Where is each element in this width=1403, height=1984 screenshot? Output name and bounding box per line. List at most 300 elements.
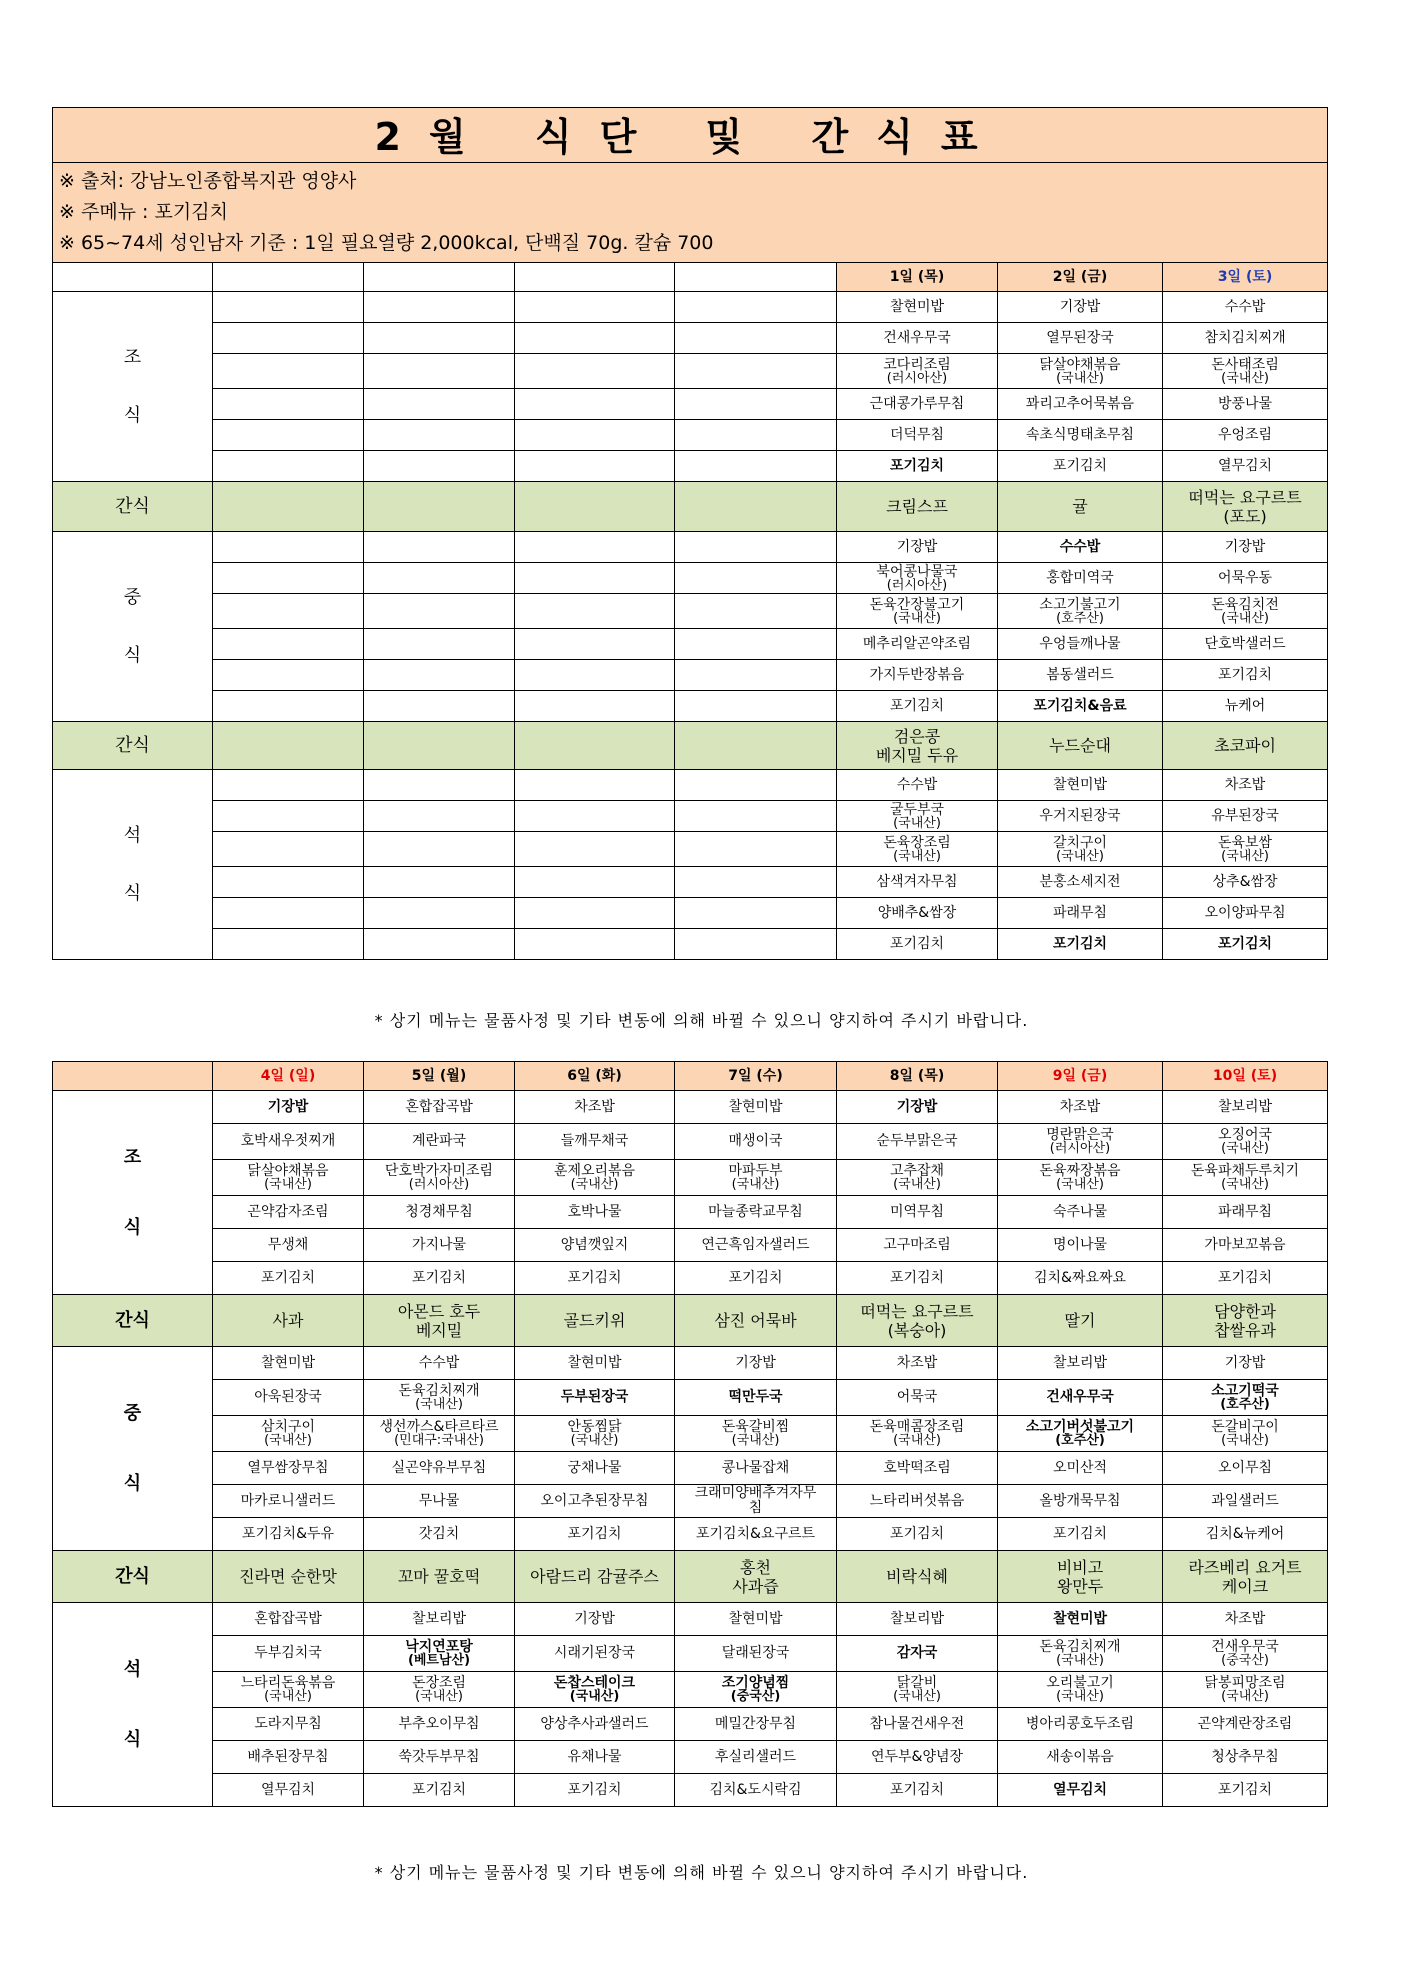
menu-item: 청경채무침 <box>364 1196 515 1229</box>
empty-cell <box>213 263 364 292</box>
empty-cell <box>515 722 675 770</box>
menu-item: 찰보리밥 <box>364 1603 515 1636</box>
empty-cell <box>213 532 364 563</box>
menu-item: 포기김치 <box>837 1262 998 1295</box>
lunch-label: 중 식 <box>53 1347 213 1551</box>
menu-item: 속초식명태초무침 <box>998 420 1163 451</box>
day-header: 4일 (일) <box>213 1062 364 1091</box>
menu-item: 돈육김치전 (국내산) <box>1163 594 1328 629</box>
info-line: ※ 출처: 강남노인종합복지관 영양사 <box>59 170 357 192</box>
snack-label: 간식 <box>53 1551 213 1603</box>
empty-cell <box>213 691 364 722</box>
menu-item: 열무김치 <box>1163 451 1328 482</box>
menu-item: 메추리알곤약조림 <box>837 629 998 660</box>
menu-item: 봄동샐러드 <box>998 660 1163 691</box>
snack-item: 귤 <box>998 482 1163 532</box>
empty-cell <box>515 389 675 420</box>
snack-item: 초코파이 <box>1163 722 1328 770</box>
menu-item: 오이고추된장무침 <box>515 1485 675 1518</box>
menu-item: 차조밥 <box>998 1091 1163 1124</box>
empty-cell <box>364 691 515 722</box>
menu-item: 찰현미밥 <box>837 292 998 323</box>
menu-item: 포기김치 <box>837 1518 998 1551</box>
menu-item: 유부된장국 <box>1163 801 1328 832</box>
day-header: 1일 (목) <box>837 263 998 292</box>
empty-cell <box>515 292 675 323</box>
empty-cell <box>515 354 675 389</box>
empty-cell <box>364 660 515 691</box>
day-header: 5일 (월) <box>364 1062 515 1091</box>
snack-item: 담양한과 찹쌀유과 <box>1163 1295 1328 1347</box>
menu-item: 소고기불고기 (호주산) <box>998 594 1163 629</box>
menu-item: 포기김치 <box>1163 1262 1328 1295</box>
empty-cell <box>675 770 837 801</box>
menu-item: 북어콩나물국 (러시아산) <box>837 563 998 594</box>
menu-item: 삼색겨자무침 <box>837 867 998 898</box>
menu-item: 기장밥 <box>837 532 998 563</box>
snack-item: 떠먹는 요구르트 (포도) <box>1163 482 1328 532</box>
empty-cell <box>213 451 364 482</box>
day-header: 6일 (화) <box>515 1062 675 1091</box>
snack-label: 간식 <box>53 722 213 770</box>
menu-item: 돈육갈비찜 (국내산) <box>675 1416 837 1452</box>
empty-cell <box>213 929 364 960</box>
menu-item: 혼합잡곡밥 <box>213 1603 364 1636</box>
snack-item: 꼬마 꿀호떡 <box>364 1551 515 1603</box>
empty-cell <box>53 263 213 292</box>
snack-item: 크림스프 <box>837 482 998 532</box>
menu-item: 근대콩가루무침 <box>837 389 998 420</box>
menu-item: 수수밥 <box>998 532 1163 563</box>
info-line: ※ 주메뉴 : 포기김치 <box>59 201 228 223</box>
empty-cell <box>675 323 837 354</box>
menu-item: 궁채나물 <box>515 1452 675 1485</box>
menu-item: 찰현미밥 <box>213 1347 364 1380</box>
week2-menu-table <box>52 1061 1328 1807</box>
menu-item: 가마보꼬볶음 <box>1163 1229 1328 1262</box>
menu-item: 느타리돈육볶음 (국내산) <box>213 1672 364 1708</box>
menu-item: 고구마조림 <box>837 1229 998 1262</box>
menu-item: 곤약계란장조림 <box>1163 1708 1328 1741</box>
empty-cell <box>213 770 364 801</box>
empty-cell <box>515 594 675 629</box>
empty-cell <box>213 420 364 451</box>
menu-item: 건새우무국 (중국산) <box>1163 1636 1328 1672</box>
menu-item: 파래무침 <box>1163 1196 1328 1229</box>
menu-item: 우엉들깨나물 <box>998 629 1163 660</box>
menu-item: 포기김치 <box>1163 929 1328 960</box>
menu-item: 무나물 <box>364 1485 515 1518</box>
snack-item: 아몬드 호두 베지밀 <box>364 1295 515 1347</box>
menu-item: 갓김치 <box>364 1518 515 1551</box>
menu-item: 건새우무국 <box>998 1380 1163 1416</box>
menu-item: 오이무침 <box>1163 1452 1328 1485</box>
menu-item: 포기김치 <box>515 1774 675 1807</box>
menu-item: 배추된장무침 <box>213 1741 364 1774</box>
menu-item: 돈사태조림 (국내산) <box>1163 354 1328 389</box>
menu-item: 마늘종락교무침 <box>675 1196 837 1229</box>
menu-item: 포기김치&요구르트 <box>675 1518 837 1551</box>
menu-item: 명이나물 <box>998 1229 1163 1262</box>
snack-label: 간식 <box>53 482 213 532</box>
empty-cell <box>364 482 515 532</box>
menu-item: 포기김치 <box>1163 1774 1328 1807</box>
menu-item: 호박새우젓찌개 <box>213 1124 364 1160</box>
empty-cell <box>675 389 837 420</box>
empty-cell <box>675 594 837 629</box>
empty-cell <box>515 629 675 660</box>
menu-item: 호박떡조림 <box>837 1452 998 1485</box>
empty-cell <box>364 323 515 354</box>
info-line: ※ 65~74세 성인남자 기준 : 1일 필요열량 2,000kcal, 단백질 70g. 칼슘 700 <box>59 232 714 254</box>
empty-cell <box>213 594 364 629</box>
menu-item: 포기김치 <box>364 1262 515 1295</box>
menu-item: 포기김치 <box>837 691 998 722</box>
menu-item: 갈치구이 (국내산) <box>998 832 1163 867</box>
snack-item: 누드순대 <box>998 722 1163 770</box>
menu-item: 기장밥 <box>675 1347 837 1380</box>
menu-item: 찰현미밥 <box>515 1347 675 1380</box>
menu-item: 돈장조림 (국내산) <box>364 1672 515 1708</box>
menu-item: 양상추사과샐러드 <box>515 1708 675 1741</box>
snack-item: 사과 <box>213 1295 364 1347</box>
empty-cell <box>364 292 515 323</box>
empty-cell <box>675 292 837 323</box>
empty-cell <box>515 420 675 451</box>
menu-item: 연두부&양념장 <box>837 1741 998 1774</box>
menu-item: 어묵국 <box>837 1380 998 1416</box>
menu-item: 기장밥 <box>1163 1347 1328 1380</box>
menu-item: 수수밥 <box>837 770 998 801</box>
snack-item: 홍천 사과즙 <box>675 1551 837 1603</box>
menu-item: 굴두부국 (국내산) <box>837 801 998 832</box>
empty-cell <box>364 594 515 629</box>
menu-item: 건새우무국 <box>837 323 998 354</box>
menu-item: 콩나물잡채 <box>675 1452 837 1485</box>
empty-cell <box>53 1062 213 1091</box>
menu-item: 아욱된장국 <box>213 1380 364 1416</box>
snack-item: 아람드리 감귤주스 <box>515 1551 675 1603</box>
menu-item: 돈갈비구이 (국내산) <box>1163 1416 1328 1452</box>
menu-item: 포기김치 <box>1163 660 1328 691</box>
menu-item: 수수밥 <box>364 1347 515 1380</box>
day-header: 2일 (금) <box>998 263 1163 292</box>
empty-cell <box>364 801 515 832</box>
menu-item: 돈육김치찌개 (국내산) <box>364 1380 515 1416</box>
menu-item: 열무쌈장무침 <box>213 1452 364 1485</box>
menu-item: 포기김치 <box>213 1262 364 1295</box>
menu-item: 우엉조림 <box>1163 420 1328 451</box>
menu-item: 소고기떡국 (호주산) <box>1163 1380 1328 1416</box>
dinner-label: 석 식 <box>53 770 213 960</box>
menu-item: 병아리콩호두조림 <box>998 1708 1163 1741</box>
menu-item: 기장밥 <box>837 1091 998 1124</box>
menu-item: 기장밥 <box>1163 532 1328 563</box>
menu-item: 돈육장조림 (국내산) <box>837 832 998 867</box>
menu-item: 돈육파채두루치기 (국내산) <box>1163 1160 1328 1196</box>
menu-item: 계란파국 <box>364 1124 515 1160</box>
menu-item: 마파두부 (국내산) <box>675 1160 837 1196</box>
menu-item: 김치&짜요짜요 <box>998 1262 1163 1295</box>
empty-cell <box>364 722 515 770</box>
menu-item: 감자국 <box>837 1636 998 1672</box>
menu-item: 오이양파무침 <box>1163 898 1328 929</box>
empty-cell <box>364 867 515 898</box>
empty-cell <box>213 482 364 532</box>
menu-item: 어묵우동 <box>1163 563 1328 594</box>
menu-item: 미역무침 <box>837 1196 998 1229</box>
empty-cell <box>364 420 515 451</box>
menu-item: 느타리버섯볶음 <box>837 1485 998 1518</box>
menu-item: 곤약감자조림 <box>213 1196 364 1229</box>
menu-item: 포기김치 <box>837 1774 998 1807</box>
empty-cell <box>364 451 515 482</box>
empty-cell <box>515 563 675 594</box>
menu-item: 메밀간장무침 <box>675 1708 837 1741</box>
menu-item: 포기김치 <box>515 1262 675 1295</box>
menu-item: 차조밥 <box>1163 1603 1328 1636</box>
menu-item: 새송이볶음 <box>998 1741 1163 1774</box>
menu-item: 차조밥 <box>515 1091 675 1124</box>
menu-item: 찰보리밥 <box>837 1603 998 1636</box>
menu-item: 돈육김치찌개 (국내산) <box>998 1636 1163 1672</box>
empty-cell <box>675 532 837 563</box>
menu-item: 크래미양배추겨자무 침 <box>675 1485 837 1518</box>
snack-item: 딸기 <box>998 1295 1163 1347</box>
menu-item: 포기김치&두유 <box>213 1518 364 1551</box>
menu-item: 포기김치&음료 <box>998 691 1163 722</box>
menu-item: 닭갈비 (국내산) <box>837 1672 998 1708</box>
menu-item: 숙주나물 <box>998 1196 1163 1229</box>
empty-cell <box>675 929 837 960</box>
empty-cell <box>213 832 364 867</box>
empty-cell <box>364 563 515 594</box>
menu-item: 기장밥 <box>998 292 1163 323</box>
empty-cell <box>364 770 515 801</box>
empty-cell <box>675 660 837 691</box>
empty-cell <box>675 420 837 451</box>
menu-item: 돈육보쌈 (국내산) <box>1163 832 1328 867</box>
empty-cell <box>213 563 364 594</box>
menu-item: 순두부맑은국 <box>837 1124 998 1160</box>
snack-item: 비비고 왕만두 <box>998 1551 1163 1603</box>
empty-cell <box>515 451 675 482</box>
snack-item: 라즈베리 요거트 케이크 <box>1163 1551 1328 1603</box>
menu-item: 무생채 <box>213 1229 364 1262</box>
lunch-label: 중 식 <box>53 532 213 722</box>
empty-cell <box>364 389 515 420</box>
week1-menu-table <box>52 107 1328 960</box>
menu-item: 포기김치 <box>515 1518 675 1551</box>
menu-item: 찰보리밥 <box>1163 1091 1328 1124</box>
menu-item: 청상추무침 <box>1163 1741 1328 1774</box>
empty-cell <box>364 898 515 929</box>
menu-item: 참치김치찌개 <box>1163 323 1328 354</box>
empty-cell <box>364 832 515 867</box>
empty-cell <box>515 532 675 563</box>
page-title: 2월 식단 및 간식표 <box>53 108 1328 163</box>
menu-item: 열무김치 <box>213 1774 364 1807</box>
menu-item: 단호박가자미조림 (러시아산) <box>364 1160 515 1196</box>
menu-item: 가지두반장볶음 <box>837 660 998 691</box>
empty-cell <box>675 801 837 832</box>
empty-cell <box>364 263 515 292</box>
menu-item: 코다리조림 (러시아산) <box>837 354 998 389</box>
empty-cell <box>675 722 837 770</box>
menu-item: 분홍소세지전 <box>998 867 1163 898</box>
menu-item: 고추잡채 (국내산) <box>837 1160 998 1196</box>
dinner-label: 석 식 <box>53 1603 213 1807</box>
menu-item: 돈육간장불고기 (국내산) <box>837 594 998 629</box>
empty-cell <box>675 482 837 532</box>
empty-cell <box>364 929 515 960</box>
empty-cell <box>213 722 364 770</box>
day-header: 10일 (토) <box>1163 1062 1328 1091</box>
menu-item: 포기김치 <box>998 929 1163 960</box>
menu-item: 안동찜닭 (국내산) <box>515 1416 675 1452</box>
empty-cell <box>364 629 515 660</box>
empty-cell <box>675 691 837 722</box>
day-header: 9일 (금) <box>998 1062 1163 1091</box>
empty-cell <box>213 867 364 898</box>
snack-item: 골드키위 <box>515 1295 675 1347</box>
empty-cell <box>515 770 675 801</box>
empty-cell <box>213 389 364 420</box>
menu-item: 포기김치 <box>998 1518 1163 1551</box>
empty-cell <box>213 354 364 389</box>
menu-item: 실곤약유부무침 <box>364 1452 515 1485</box>
snack-label: 간식 <box>53 1295 213 1347</box>
menu-item: 생선까스&타르타르 (민대구:국내산) <box>364 1416 515 1452</box>
menu-item: 우거지된장국 <box>998 801 1163 832</box>
menu-item: 달래된장국 <box>675 1636 837 1672</box>
menu-item: 김치&도시락김 <box>675 1774 837 1807</box>
menu-item: 포기김치 <box>837 451 998 482</box>
empty-cell <box>213 629 364 660</box>
empty-cell <box>675 629 837 660</box>
menu-item: 과일샐러드 <box>1163 1485 1328 1518</box>
day-header: 8일 (목) <box>837 1062 998 1091</box>
empty-cell <box>515 482 675 532</box>
menu-item: 양배추&쌈장 <box>837 898 998 929</box>
snack-item: 비락식혜 <box>837 1551 998 1603</box>
menu-item: 참나물건새우전 <box>837 1708 998 1741</box>
breakfast-label: 조 식 <box>53 292 213 482</box>
menu-item: 낙지연포탕 (베트남산) <box>364 1636 515 1672</box>
menu-item: 부추오이무침 <box>364 1708 515 1741</box>
menu-item: 더덕무침 <box>837 420 998 451</box>
menu-item: 상추&쌈장 <box>1163 867 1328 898</box>
menu-item: 두부된장국 <box>515 1380 675 1416</box>
empty-cell <box>675 867 837 898</box>
empty-cell <box>675 898 837 929</box>
empty-cell <box>515 801 675 832</box>
empty-cell <box>213 898 364 929</box>
empty-cell <box>515 867 675 898</box>
menu-item: 찰보리밥 <box>998 1347 1163 1380</box>
menu-item: 포기김치 <box>364 1774 515 1807</box>
empty-cell <box>515 898 675 929</box>
menu-item: 닭살야채볶음 (국내산) <box>213 1160 364 1196</box>
menu-item: 파래무침 <box>998 898 1163 929</box>
menu-item: 삼치구이 (국내산) <box>213 1416 364 1452</box>
menu-item: 찰현미밥 <box>675 1603 837 1636</box>
menu-item: 찰현미밥 <box>998 1603 1163 1636</box>
menu-item: 기장밥 <box>515 1603 675 1636</box>
empty-cell <box>364 532 515 563</box>
empty-cell <box>515 832 675 867</box>
menu-item: 마카로니샐러드 <box>213 1485 364 1518</box>
menu-item: 찰현미밥 <box>675 1091 837 1124</box>
menu-item: 방풍나물 <box>1163 389 1328 420</box>
menu-item: 매생이국 <box>675 1124 837 1160</box>
empty-cell <box>675 563 837 594</box>
menu-item: 두부김치국 <box>213 1636 364 1672</box>
menu-item: 호박나물 <box>515 1196 675 1229</box>
menu-item: 오징어국 (국내산) <box>1163 1124 1328 1160</box>
info-block <box>53 163 1328 263</box>
menu-item: 조기양념찜 (중국산) <box>675 1672 837 1708</box>
empty-cell <box>675 832 837 867</box>
notice-text-2: * 상기 메뉴는 물품사정 및 기타 변동에 의해 바뀔 수 있으니 양지하여 주시기 바랍니다. <box>374 1863 1029 1882</box>
menu-item: 닭살야채볶음 (국내산) <box>998 354 1163 389</box>
empty-cell <box>213 660 364 691</box>
menu-item: 시래기된장국 <box>515 1636 675 1672</box>
menu-item: 수수밥 <box>1163 292 1328 323</box>
snack-item: 떠먹는 요구르트 (복숭아) <box>837 1295 998 1347</box>
menu-item: 기장밥 <box>213 1091 364 1124</box>
menu-item: 혼합잡곡밥 <box>364 1091 515 1124</box>
breakfast-label: 조 식 <box>53 1091 213 1295</box>
empty-cell <box>364 354 515 389</box>
menu-item: 포기김치 <box>998 451 1163 482</box>
empty-cell <box>515 691 675 722</box>
menu-item: 양념깻잎지 <box>515 1229 675 1262</box>
menu-item: 김치&뉴케어 <box>1163 1518 1328 1551</box>
menu-item: 닭봉피망조림 (국내산) <box>1163 1672 1328 1708</box>
notice-text: * 상기 메뉴는 물품사정 및 기타 변동에 의해 바뀔 수 있으니 양지하여 주시기 바랍니다. <box>374 1011 1029 1030</box>
menu-item: 열무된장국 <box>998 323 1163 354</box>
menu-item: 찰현미밥 <box>998 770 1163 801</box>
empty-cell <box>213 801 364 832</box>
empty-cell <box>675 451 837 482</box>
menu-item: 홍합미역국 <box>998 563 1163 594</box>
menu-item: 돈찹스테이크 (국내산) <box>515 1672 675 1708</box>
menu-item: 가지나물 <box>364 1229 515 1262</box>
empty-cell <box>213 292 364 323</box>
menu-item: 쑥갓두부무침 <box>364 1741 515 1774</box>
menu-item: 유채나물 <box>515 1741 675 1774</box>
menu-item: 올방개묵무침 <box>998 1485 1163 1518</box>
menu-item: 후실리샐러드 <box>675 1741 837 1774</box>
empty-cell <box>675 354 837 389</box>
menu-item: 차조밥 <box>1163 770 1328 801</box>
menu-item: 돈육짜장볶음 (국내산) <box>998 1160 1163 1196</box>
empty-cell <box>213 323 364 354</box>
day-header: 7일 (수) <box>675 1062 837 1091</box>
menu-item: 연근흑임자샐러드 <box>675 1229 837 1262</box>
menu-item: 오미산적 <box>998 1452 1163 1485</box>
menu-item: 오리불고기 (국내산) <box>998 1672 1163 1708</box>
empty-cell <box>515 323 675 354</box>
empty-cell <box>515 263 675 292</box>
menu-item: 훈제오리볶음 (국내산) <box>515 1160 675 1196</box>
menu-item: 뉴케어 <box>1163 691 1328 722</box>
snack-item: 삼진 어묵바 <box>675 1295 837 1347</box>
empty-cell <box>515 929 675 960</box>
menu-item: 꽈리고추어묵볶음 <box>998 389 1163 420</box>
menu-item: 포기김치 <box>675 1262 837 1295</box>
